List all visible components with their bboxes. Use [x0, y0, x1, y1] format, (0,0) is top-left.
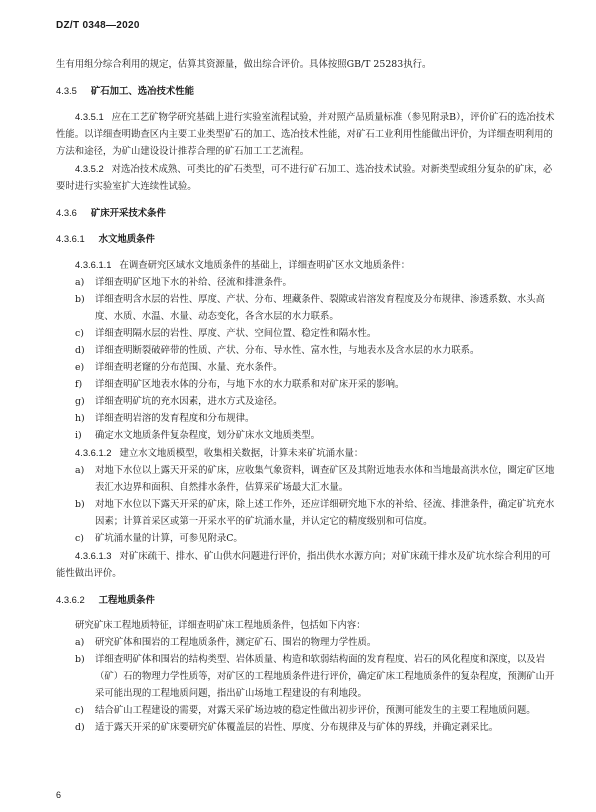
clause-number: 4.3.5.1: [75, 111, 104, 122]
list-item: [56, 702, 556, 719]
clause-number: 4.3.6.1.1: [75, 259, 112, 270]
list-item: [56, 719, 556, 736]
list-item-text: 矿坑涌水量的计算，可参见附录C。: [95, 533, 243, 544]
clause-number: 4.3.5.2: [75, 163, 104, 174]
list-item-text: 对地下水位以上露天开采的矿床，应收集气象资料，调查矿区及其附近地表水体和当地最高洪水位，圈定矿区地表汇水边界和面积、自然排水条件，估算采矿场最大汇水量。: [95, 465, 555, 493]
list-marker: b): [75, 499, 85, 510]
list-marker: d): [75, 722, 85, 733]
list-item-text: 详细查明老窿的分布范围、水量、充水条件。: [95, 362, 283, 373]
clause-number: 4.3.6.1.2: [75, 447, 112, 458]
list-marker: a): [75, 637, 85, 648]
list-marker: g): [75, 396, 85, 407]
clause-number: 4.3.6.1.3: [75, 550, 112, 561]
list-marker: d): [75, 345, 85, 356]
list-item: [56, 651, 556, 702]
list-item-text: 适于露天开采的矿床要研究矿体覆盖层的岩性、厚度、分布规律及与矿体的界线，并确定剥采比。: [95, 722, 499, 733]
section-4-3-6-heading: [56, 204, 556, 221]
list-marker: f): [75, 379, 83, 390]
section-title: 矿床开采技术条件: [90, 207, 166, 218]
clause-text: 在调查研究区域水文地质条件的基础上，详细查明矿区水文地质条件：: [119, 260, 411, 271]
list-item-text: 详细查明矿区地表水体的分布，与地下水的水力联系和对矿床开采的影响。: [95, 379, 405, 390]
list-item-text: 详细查明矿体和围岩的结构类型、岩体质量、构造和软弱结构面的发育程度、岩石的风化程度和深度，以及岩（矿）石的物理力学性质等，对矿区的工程地质条件进行评价，确定矿床工程地质条件的复杂程度，预测矿山开采可能出现的工程地质问题，指出矿山场地工程建设的有利地段。: [95, 654, 555, 699]
clause-text: 对矿床疏干、排水、矿山供水问题进行评价，指出供水水源方向；对矿床疏干排水及矿坑水综合利用的可能性做出评价。: [56, 551, 551, 579]
list-item: [56, 274, 556, 291]
section-title: 矿石加工、选冶技术性能: [90, 85, 194, 96]
paragraph-4-3-6-1-2: [56, 444, 556, 462]
section-number: 4.3.6.1: [56, 233, 85, 244]
list-item: [56, 342, 556, 359]
list-marker: e): [75, 362, 85, 373]
section-number: 4.3.6.2: [56, 594, 85, 605]
list-item-text: 详细查明断裂破碎带的性质、产状、分布、导水性、富水性，与地表水及含水层的水力联系。: [95, 345, 480, 356]
list-item: [56, 393, 556, 410]
list-item-text: 详细查明矿坑的充水因素，进水方式及途径。: [95, 396, 283, 407]
list-item-text: 确定水文地质条件复杂程度，划分矿床水文地质类型。: [95, 430, 321, 441]
standard-header: DZ/T 0348—2020: [56, 20, 140, 31]
section-number: 4.3.5: [56, 85, 77, 96]
list-item-text: 对地下水位以下露天开采的矿床，除上述工作外，还应详细研究地下水的补给、径流、排泄条件，确定矿坑充水因素；计算首采区或第一开采水平的矿坑涌水量，并认定它的精度级别和可信度。: [95, 499, 555, 527]
section-4-3-6-1-heading: [56, 230, 556, 247]
clause-text: 对选冶技术成熟、可类比的矿石类型，可不进行矿石加工、选冶技术试验。对新类型或组分复杂的矿床，必要时进行实验室扩大连续性试验。: [56, 164, 553, 192]
paragraph-4-3-6-1-1: [56, 256, 556, 274]
list-item: [56, 634, 556, 651]
page-number: 6: [56, 790, 62, 800]
section-number: 4.3.6: [56, 207, 77, 218]
paragraph-4-3-5-2: [56, 160, 556, 195]
section-4-3-6-2-heading: [56, 591, 556, 608]
engineering-intro-paragraph: 研究矿床工程地质特征，详细查明矿床工程地质条件，包括如下内容：: [75, 620, 366, 631]
list-item-text: 详细查明隔水层的岩性、厚度、产状、空间位置、稳定性和隔水性。: [95, 328, 377, 339]
list-item: [56, 325, 556, 342]
list-item-text: 研究矿体和围岩的工程地质条件，测定矿石、围岩的物理力学性质。: [95, 637, 377, 648]
section-4-3-5-heading: [56, 82, 556, 99]
list-item: [56, 462, 556, 496]
engineering-conditions-list: [56, 634, 556, 736]
list-marker: c): [75, 328, 84, 339]
list-item: [56, 496, 556, 530]
list-item-text: 结合矿山工程建设的需要，对露天采矿场边坡的稳定性做出初步评价，预测可能发生的主要工程地质问题。: [95, 705, 536, 716]
list-item-text: 详细查明矿区地下水的补给、径流和排泄条件。: [95, 277, 292, 288]
paragraph-4-3-6-1-3: [56, 547, 556, 582]
section-title: 水文地质条件: [98, 233, 155, 244]
section-title: 工程地质条件: [98, 594, 155, 605]
list-item: [56, 530, 556, 547]
list-item-text: 详细查明岩溶的发育程度和分布规律。: [95, 413, 255, 424]
list-marker: a): [75, 277, 85, 288]
list-marker: i): [75, 430, 82, 441]
list-item: [56, 410, 556, 427]
list-item: [56, 376, 556, 393]
document-body: [56, 56, 556, 736]
list-marker: c): [75, 705, 84, 716]
list-marker: b): [75, 654, 85, 665]
water-inflow-list: [56, 462, 556, 547]
list-marker: a): [75, 465, 85, 476]
list-item: [56, 359, 556, 376]
list-item: [56, 291, 556, 325]
paragraph-4-3-5-1: [56, 108, 556, 160]
list-item-text: 详细查明含水层的岩性、厚度、产状、分布、埋藏条件、裂隙或岩溶发育程度及分布规律、渗透系数、水头高度、水质、水温、水量、动态变化，各含水层的水力联系。: [95, 294, 546, 322]
list-item: [56, 427, 556, 444]
clause-text: 建立水文地质模型，收集相关数据，计算未来矿坑涌水量：: [119, 448, 364, 459]
list-marker: b): [75, 294, 85, 305]
intro-paragraph: 生有用组分综合利用的规定，估算其资源量，做出综合评价。具体按照GB/T 25283执行。: [56, 59, 432, 70]
list-marker: h): [75, 413, 85, 424]
hydro-conditions-list: [56, 274, 556, 444]
list-marker: c): [75, 533, 84, 544]
clause-text: 应在工艺矿物学研究基础上进行实验室流程试验，并对照产品质量标准（参见附录B），评价矿石的选冶技术性能。以详细查明勘查区内主要工业类型矿石的加工、选冶技术性能，对矿石工业利用性能做出评价，为详细查明利用的方法和途径，为矿山建设设计推荐合理的矿石加工工艺流程。: [56, 112, 555, 157]
